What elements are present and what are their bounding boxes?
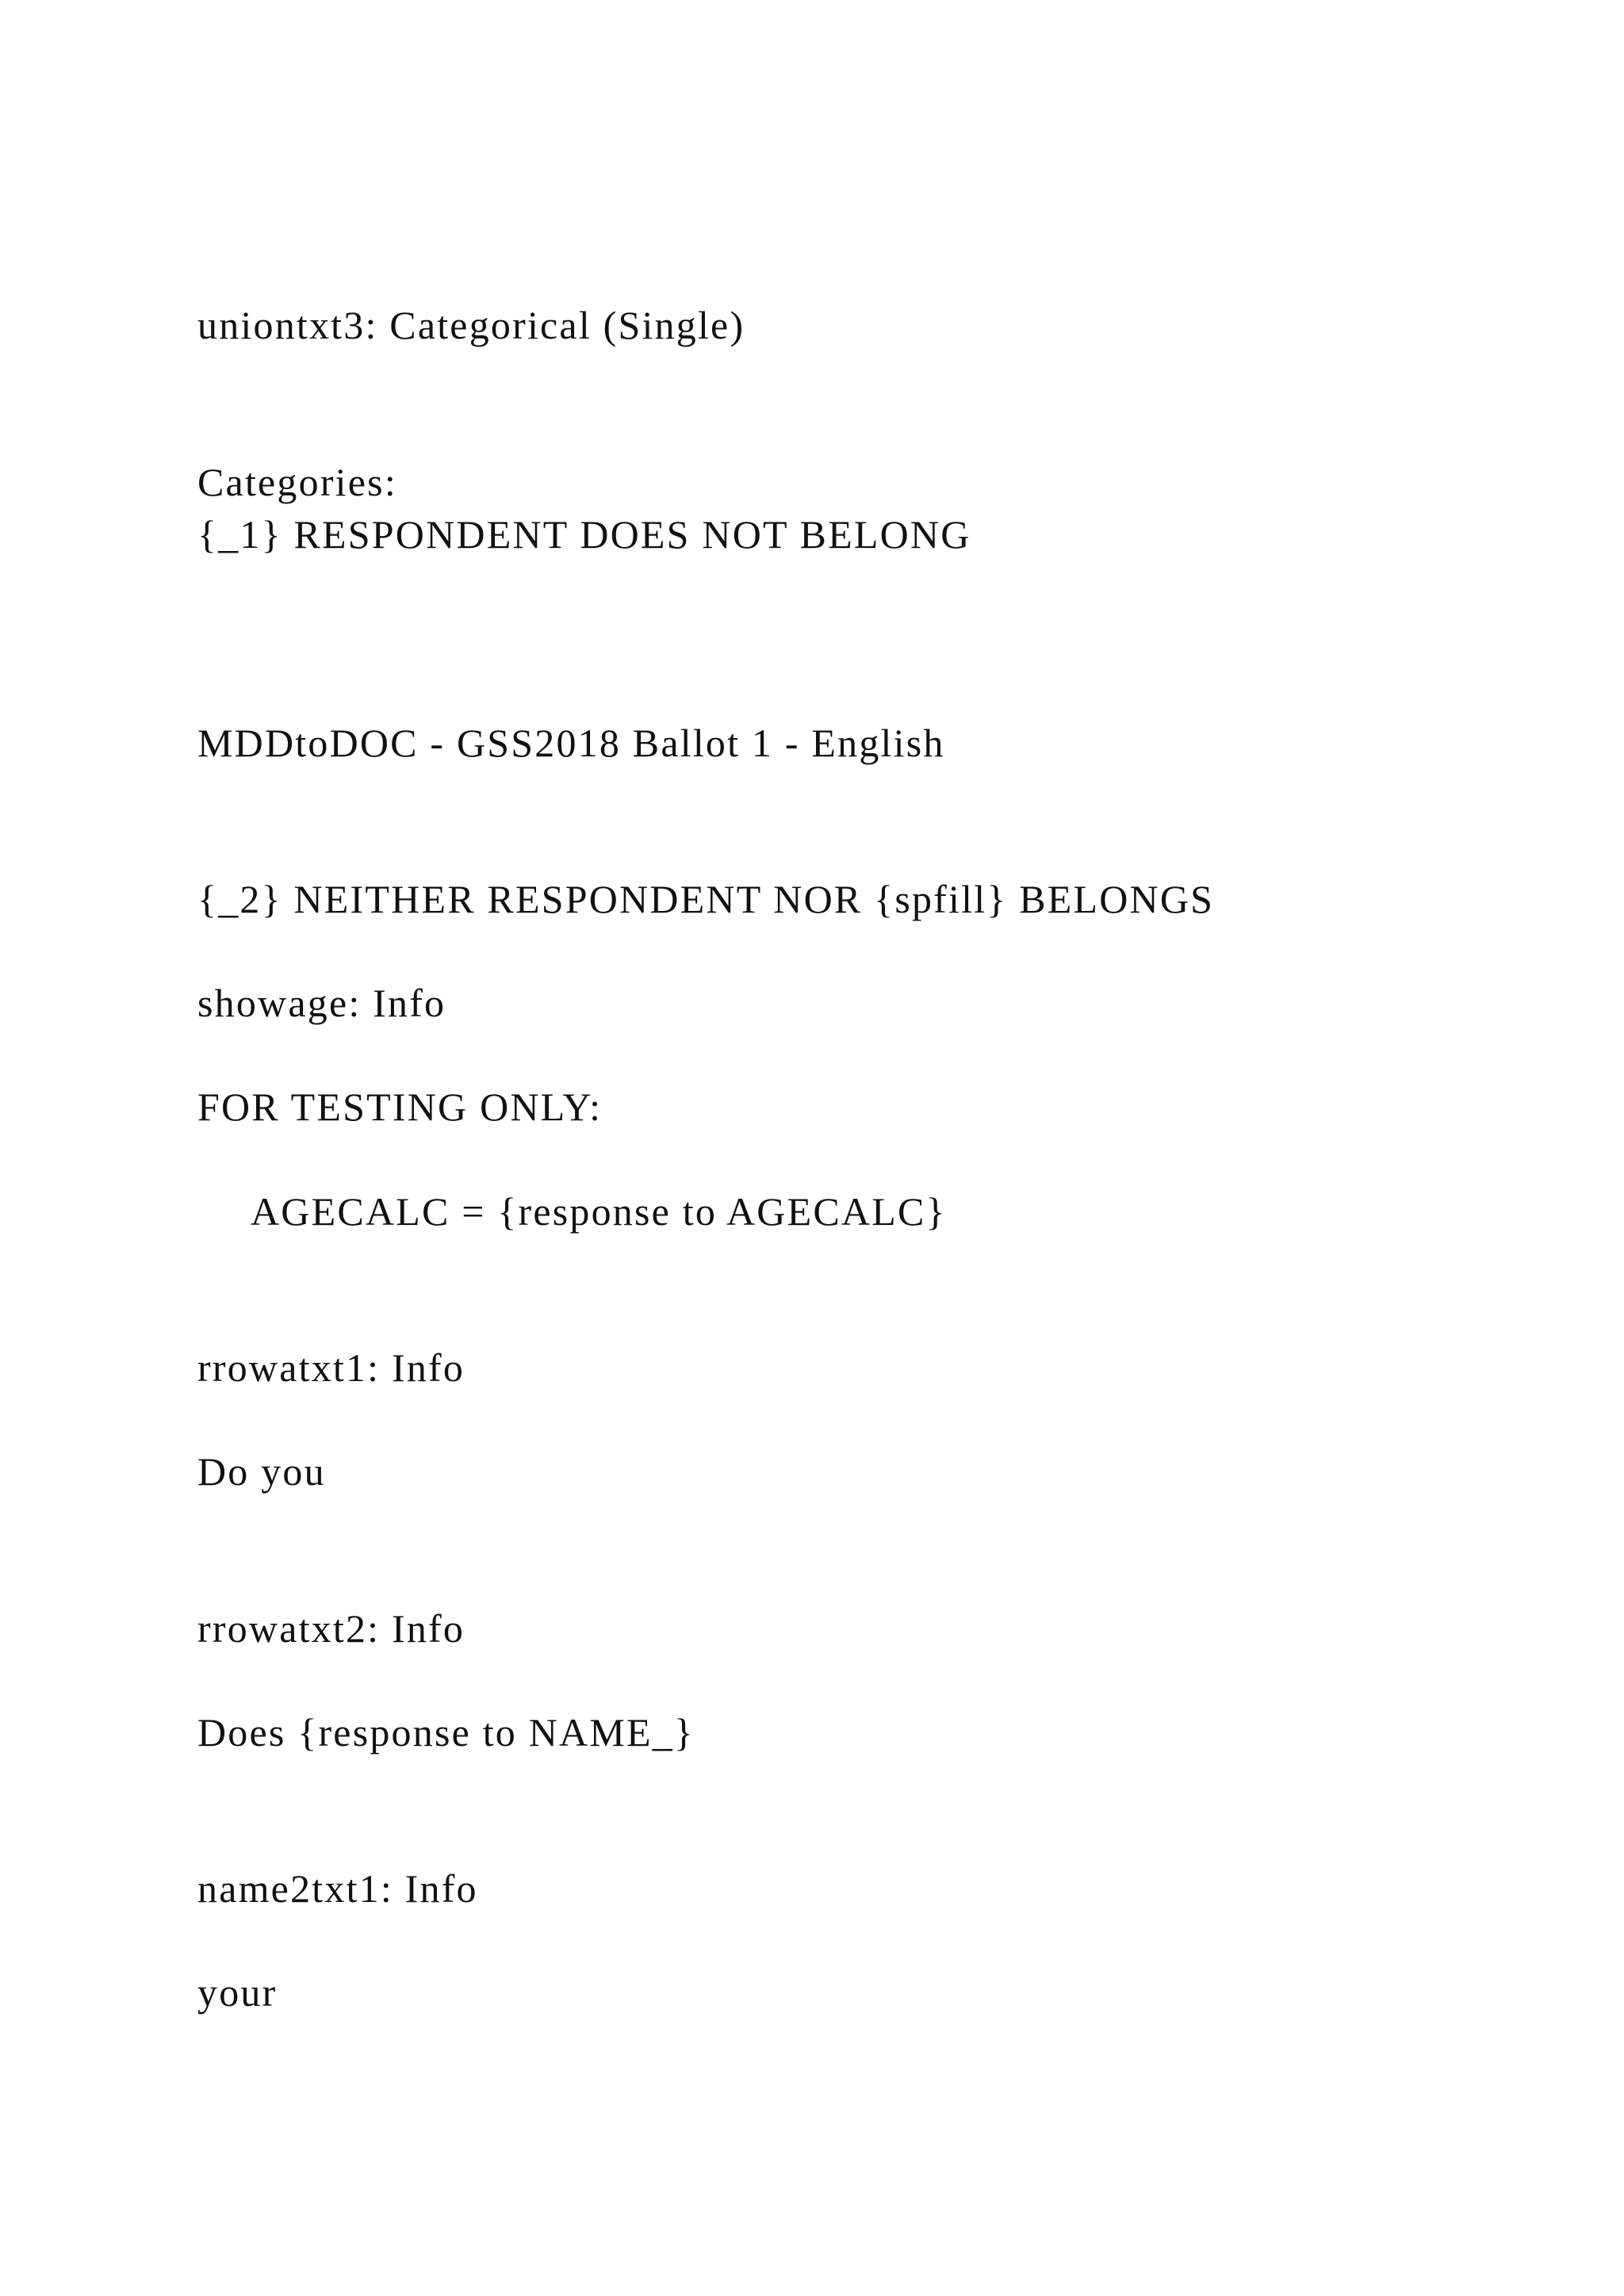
page-header-text: MDDtoDOC - GSS2018 Ballot 1 - English [197, 721, 945, 765]
category-1-text: {_1} RESPONDENT DOES NOT BELONG [197, 512, 971, 557]
rrowatxt1-heading: rrowatxt1: Info [197, 1345, 465, 1390]
showage-heading: showage: Info [197, 981, 446, 1025]
rrowatxt1-text: Do you [197, 1449, 326, 1494]
name2txt1-text: your [197, 1970, 278, 2015]
agecalc-text: AGECALC = {response to AGECALC} [251, 1189, 947, 1234]
name2txt1-heading: name2txt1: Info [197, 1866, 478, 1911]
category-2-text: {_2} NEITHER RESPONDENT NOR {spfill} BELONGS [197, 877, 1215, 921]
categories-label: Categories: [197, 460, 397, 504]
rrowatxt2-text: Does {response to NAME_} [197, 1710, 695, 1755]
rrowatxt2-heading: rrowatxt2: Info [197, 1606, 465, 1651]
testing-only-label: FOR TESTING ONLY: [197, 1085, 603, 1129]
uniontxt3-heading: uniontxt3: Categorical (Single) [197, 303, 745, 347]
